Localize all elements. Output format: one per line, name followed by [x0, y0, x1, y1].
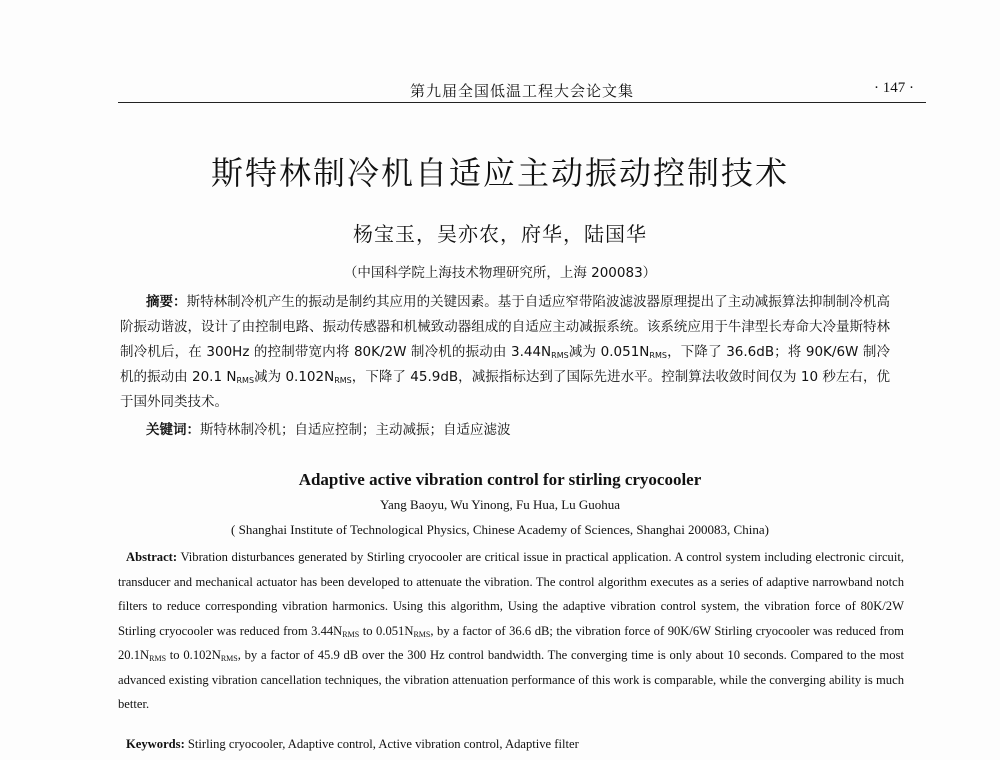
rms-subscript: RMS: [551, 351, 569, 360]
english-keywords-label: Keywords:: [126, 737, 185, 751]
rms-subscript: RMS: [334, 376, 352, 385]
english-abstract: [118, 545, 904, 717]
rms-subscript: RMS: [236, 376, 255, 385]
chinese-title: 斯特林制冷机自适应主动振动控制技术: [210, 154, 789, 192]
english-abstract-text-3: , by a factor of 36.6 dB; the vibration force of 90K/6W Stirling cryocooler was reduced from 20.1N: [118, 623, 904, 662]
english-abstract-text-2: to 0.051N: [359, 623, 414, 638]
chinese-keywords-label: 关键词：: [146, 422, 200, 438]
chinese-keywords-text: 斯特林制冷机；自适应控制；主动减振；自适应滤波: [200, 422, 511, 438]
english-keywords: [126, 734, 904, 754]
english-authors: Yang Baoyu, Wu Yinong, Fu Hua, Lu Guohua: [379, 497, 621, 512]
chinese-abstract-text-5: ，下降了 45.9dB，减振指标达到了国际先进水平。控制算法收敛时间仅为 10 秒左右，优于国外同类技术。: [120, 369, 890, 410]
chinese-affiliation: （中国科学院上海技术物理研究所，上海 200083）: [343, 265, 657, 281]
chinese-abstract-text-1: 斯特林制冷机产生的振动是制约其应用的关键因素。基于自适应窄带陷波滤波器原理提出了主动减振算法抑制制冷机高阶振动谐波，设计了由控制电路、振动传感器和机械致动器组成的自适应主动减振系统。该系统应用于牛津型长寿命大冷量斯特林制冷机后，在 300Hz 的控制带宽内将 80K/2W 制冷机的振动由 3.44N: [120, 294, 891, 360]
chinese-abstract-text-2: 减为 0.051N: [568, 344, 650, 360]
english-title: Adaptive active vibration control for stirling cryocooler: [298, 470, 702, 489]
chinese-keywords: [146, 418, 890, 443]
running-title: 第九届全国低温工程大会论文集: [409, 82, 634, 100]
rms-subscript: RMS: [413, 629, 431, 639]
rms-subscript: RMS: [649, 351, 667, 360]
rms-subscript: RMS: [149, 654, 167, 663]
rms-subscript: RMS: [342, 629, 360, 639]
english-abstract-label: Abstract:: [126, 550, 178, 564]
chinese-abstract: [120, 290, 890, 415]
english-abstract-text-5: , by a factor of 45.9 dB over the 300 Hz control bandwidth. The converging time is only about 10 seconds. Compared to the most advanced existing vibration cancellation techniques, the vibration attenuation performance of this work is comparable, while the converging ability is much better.: [118, 648, 904, 711]
english-keywords-text: Stirling cryocooler, Adaptive control, Active vibration control, Adaptive filter: [184, 737, 579, 751]
chinese-authors: 杨宝玉，吴亦农，府华，陆国华: [353, 222, 647, 246]
rms-subscript: RMS: [220, 654, 238, 663]
chinese-abstract-text-3: ，下降了 36.6dB；将 90K/6W 制冷机的振动由 20.1 N: [120, 344, 891, 385]
page-number: · 147 ·: [874, 80, 914, 96]
english-affiliation: ( Shanghai Institute of Technological Physics, Chinese Academy of Sciences, Shanghai 200083, China): [231, 522, 769, 537]
english-abstract-text-4: to 0.102N: [166, 648, 221, 662]
running-header: [118, 78, 926, 103]
chinese-abstract-text-4: 减为 0.102N: [254, 369, 335, 385]
english-abstract-text-1: Vibration disturbances generated by Stirling cryocooler are critical issue in practical application. A control system including electronic circuit, transducer and mechanical actuator has been developed to attenuate the vibration. The control algorithm executes as a series of adaptive narrowband notch filters to reduce corresponding vibration harmonics. Using this algorithm, Using the adaptive vibration control system, the vibration force of 80K/2W Stirling cryocooler was reduced from 3.44N: [118, 550, 904, 638]
chinese-abstract-label: 摘要：: [146, 294, 187, 310]
